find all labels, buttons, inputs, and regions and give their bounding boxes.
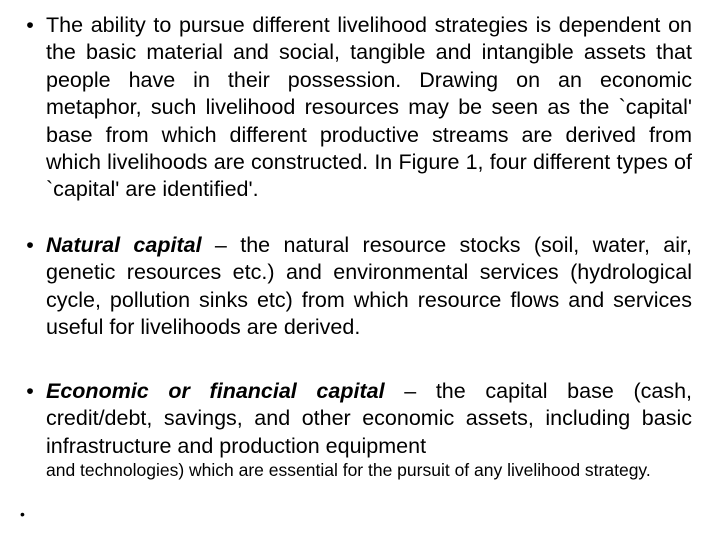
term-economic-capital: Economic or financial capital — [46, 379, 385, 403]
bullet-paragraph-livelihood-strategies — [26, 12, 692, 204]
bullet-icon: • — [26, 233, 34, 257]
paragraph-text: The ability to pursue different livelihood strategies is dependent on the basic material and social, tangible and intangible assets that people have in their possession. Drawing on an economic metaphor, such livelihood resources may be seen as the `capital' base from which different productive streams are derived from which livelihoods are constructed. In Figure 1, four different types of `capital' are identified'. — [46, 13, 692, 202]
term-natural-capital: Natural capital — [46, 233, 202, 257]
bullet-paragraph-economic-capital — [26, 378, 692, 460]
paragraph-text: – the capital base (cash, credit/debt, savings, and other economic assets, including basic infrastructure and production equipment — [46, 379, 692, 458]
empty-bullet-icon: • — [20, 506, 25, 522]
bullet-icon: • — [26, 379, 34, 403]
paragraph-continuation: and technologies) which are essential for the pursuit of any livelihood strategy. — [46, 460, 651, 480]
bullet-icon: • — [26, 13, 34, 37]
paragraph-text: – the natural resource stocks (soil, water, air, genetic resources etc.) and environmental services (hydrological cycle, pollution sinks etc) from which resource flows and services useful for livelihoods are derived. — [46, 233, 692, 340]
bullet-paragraph-natural-capital — [26, 232, 692, 342]
